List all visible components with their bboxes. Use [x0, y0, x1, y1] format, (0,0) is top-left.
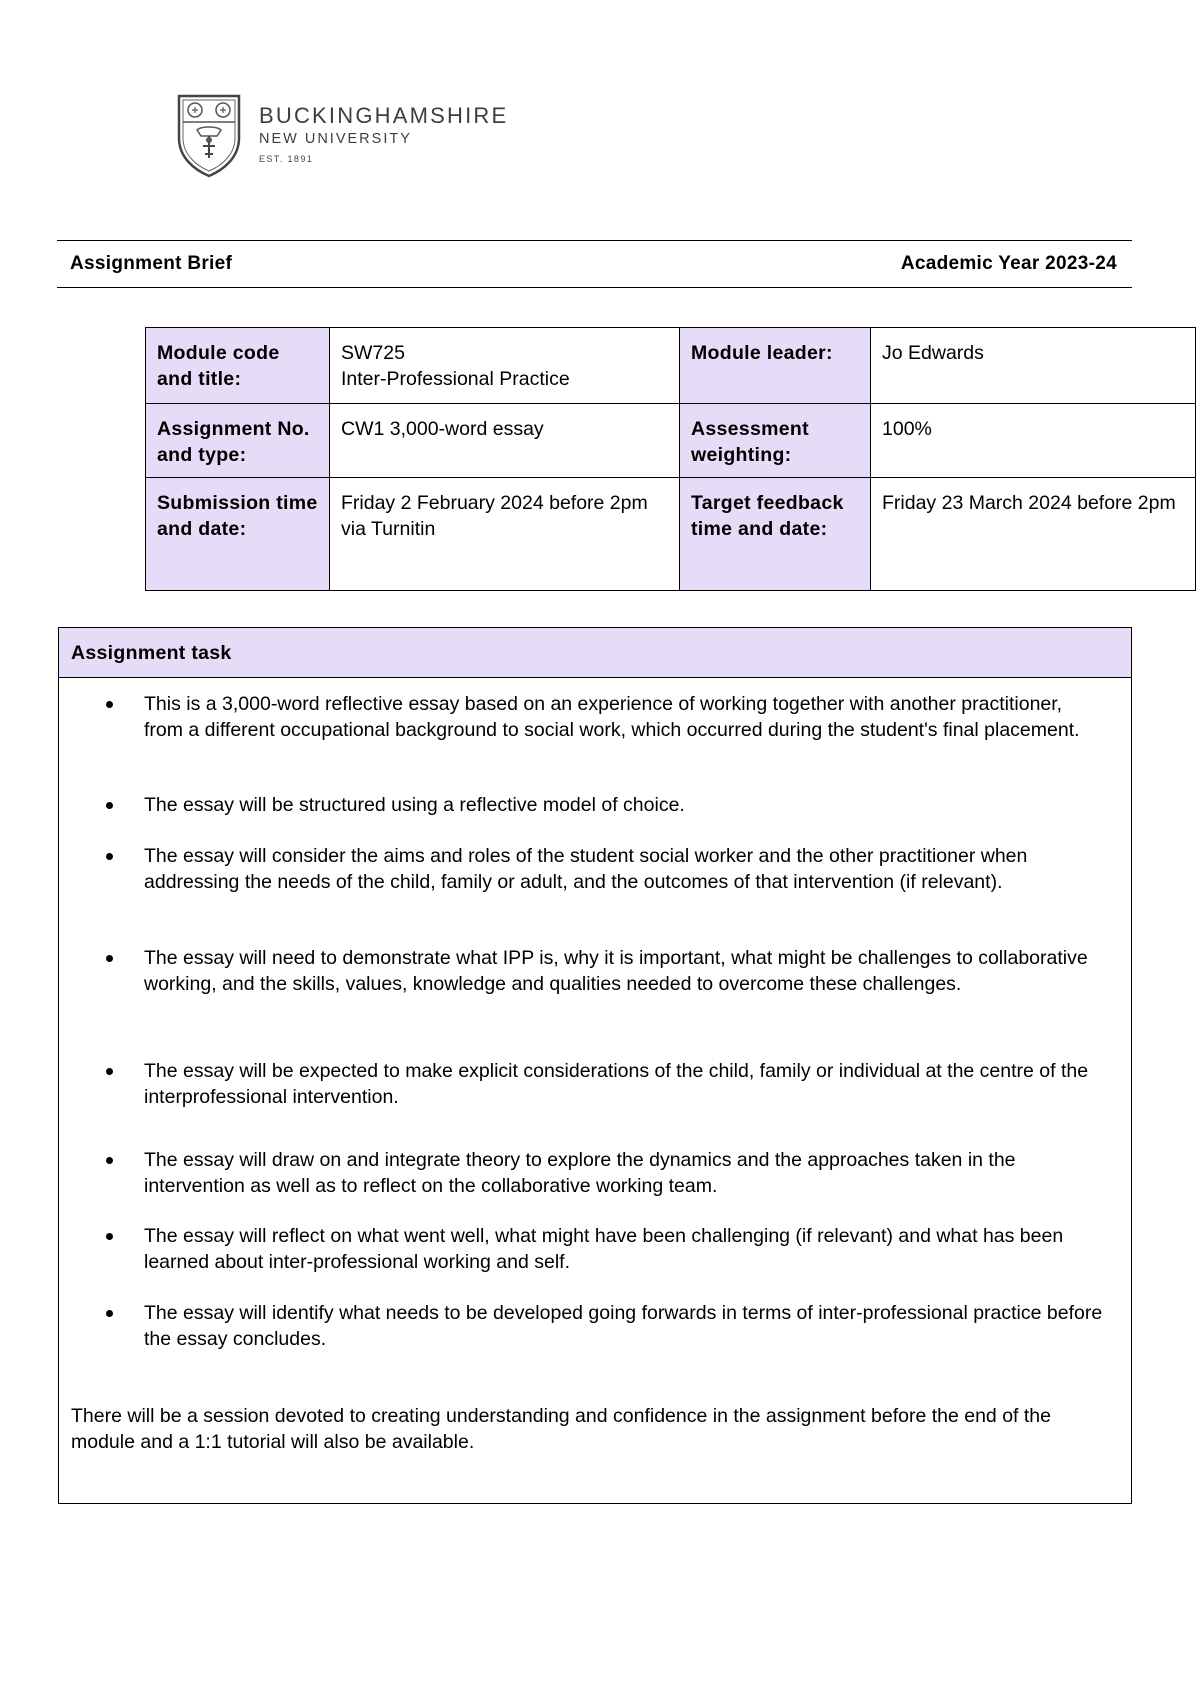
leader-label-cell	[680, 328, 871, 404]
bullet-icon	[106, 1068, 113, 1075]
bullet-text: This is a 3,000-word reflective essay based on an experience of working together with another practitioner, from a different occupational background to social work, which occurred during the student's final placement.	[144, 693, 1080, 741]
document-header	[57, 240, 1132, 288]
bullet-text: The essay will consider the aims and roles of the student social worker and the other practitioner when addressing the needs of the child, family or adult, and the outcomes of that intervention (if relevant).	[144, 845, 1028, 893]
weighting-label: Assessment weighting:	[691, 418, 809, 466]
module-label: Module code and title:	[157, 342, 280, 390]
bullet-icon	[106, 1233, 113, 1240]
bullet-icon	[106, 701, 113, 708]
submission-value: Friday 2 February 2024 before 2pm via Turnitin	[341, 492, 648, 540]
task-heading: Assignment task	[59, 628, 1131, 678]
module-value-cell	[330, 328, 680, 404]
university-logo	[175, 92, 515, 182]
submission-value-cell	[330, 478, 680, 591]
module-title: Inter-Professional Practice	[341, 368, 570, 390]
feedback-label: Target feedback time and date:	[691, 492, 844, 540]
bullet-icon	[106, 1157, 113, 1164]
feedback-value: Friday 23 March 2024 before 2pm	[882, 492, 1176, 514]
bullet-icon	[106, 1310, 113, 1317]
bullet-icon	[106, 802, 113, 809]
weighting-label-cell	[680, 404, 871, 478]
assignment-info-table	[145, 327, 1196, 591]
bullet-icon	[106, 955, 113, 962]
bullet-text: The essay will identify what needs to be developed going forwards in terms of inter-professional practice before the essay concludes.	[144, 1302, 1103, 1350]
list-item	[144, 691, 1104, 743]
module-code: SW725	[341, 342, 405, 364]
leader-value-cell	[871, 328, 1196, 404]
bullet-text: The essay will be structured using a reflective model of choice.	[144, 794, 685, 816]
bullet-text: The essay will be expected to make explicit considerations of the child, family or individual at the centre of the interprofessional intervention.	[144, 1060, 1089, 1108]
submission-label: Submission time and date:	[157, 492, 318, 540]
leader-value: Jo Edwards	[882, 342, 984, 364]
assignment-value-cell	[330, 404, 680, 478]
bullet-text: The essay will draw on and integrate theory to explore the dynamics and the approaches taken in the intervention as well as to reflect on the collaborative working team.	[144, 1149, 1016, 1197]
document-title: Assignment Brief	[70, 253, 233, 274]
list-item	[144, 1300, 1104, 1352]
logo-subtitle: NEW UNIVERSITY	[259, 131, 412, 147]
bullet-icon	[106, 853, 113, 860]
module-label-cell	[146, 328, 330, 404]
list-item	[144, 1147, 1104, 1199]
list-item	[144, 1058, 1104, 1110]
weighting-value-cell	[871, 404, 1196, 478]
feedback-value-cell	[871, 478, 1196, 591]
logo-name: BUCKINGHAMSHIRE	[259, 103, 509, 128]
assignment-task-box	[58, 627, 1132, 1504]
bullet-text: The essay will reflect on what went well, what might have been challenging (if relevant) and what has been learned about inter-professional working and self.	[144, 1225, 1064, 1273]
weighting-value: 100%	[882, 418, 932, 440]
list-item	[144, 843, 1104, 895]
bullet-text: The essay will need to demonstrate what IPP is, why it is important, what might be challenges to collaborative working, and the skills, values, knowledge and qualities needed to overcome these challenges.	[144, 947, 1088, 995]
academic-year: Academic Year 2023-24	[900, 253, 1117, 274]
list-item	[144, 1223, 1104, 1275]
submission-label-cell	[146, 478, 330, 591]
closing-paragraph: There will be a session devoted to creating understanding and confidence in the assignment before the end of the module and a 1:1 tutorial will also be available.	[71, 1405, 1051, 1453]
list-item	[144, 792, 1104, 818]
crest-icon	[175, 92, 243, 178]
logo-established: EST. 1891	[259, 154, 314, 164]
feedback-label-cell	[680, 478, 871, 591]
assignment-label: Assignment No. and type:	[157, 418, 310, 466]
assignment-label-cell	[146, 404, 330, 478]
leader-label: Module leader:	[691, 342, 833, 364]
assignment-value: CW1 3,000-word essay	[341, 418, 544, 440]
list-item	[144, 945, 1104, 997]
